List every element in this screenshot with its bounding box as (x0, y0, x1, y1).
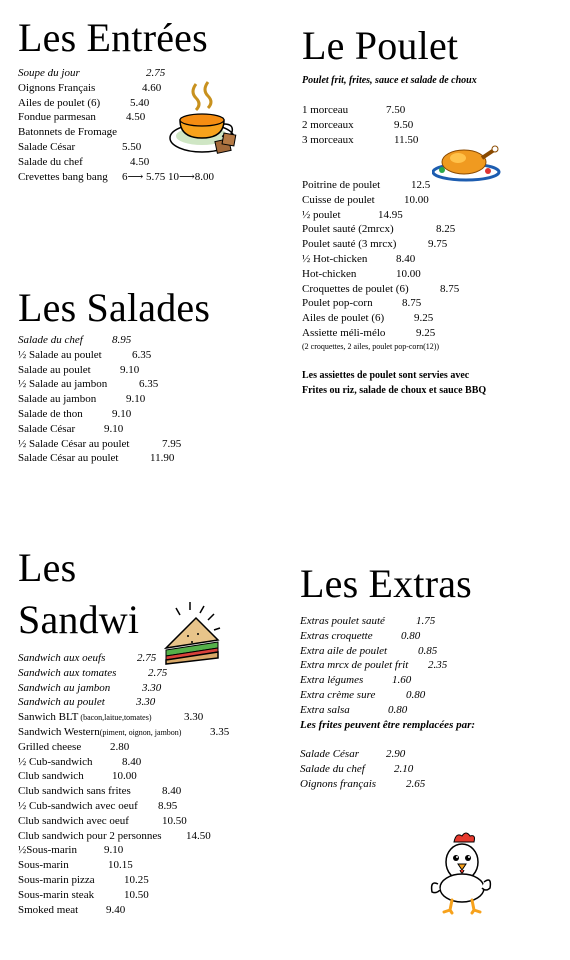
list-item: Salade César au poulet 11.90 (18, 452, 175, 465)
list-item: Club sandwich 10.00 (18, 770, 137, 783)
replace-note: Les frites peuvent être remplacées par: (300, 718, 476, 731)
list-item: Extras croquette 0.80 (300, 629, 421, 642)
assiette-note: (2 croquettes, 2 ailes, poulet pop-corn(12)) (302, 341, 440, 351)
rooster-icon (428, 832, 492, 916)
list-item: Poulet sauté (3 mrcx) 9.75 (302, 238, 448, 251)
list-item: Salade César 5.50 (18, 140, 142, 153)
extras-section (300, 562, 472, 606)
poulet-note-line1: Les assiettes de poulet sont servies avec (302, 370, 470, 381)
poulet-section (302, 24, 458, 68)
poulet-title: Le Poulet (302, 23, 459, 68)
list-item: 3 morceaux 11.50 (302, 133, 419, 146)
list-item: ½ Salade César au poulet 7.95 (18, 437, 182, 450)
list-item: Salade César 9.10 (18, 422, 124, 435)
list-item: Fondue parmesan 4.50 (18, 111, 146, 124)
list-item: Assiette méli-mélo 9.25 (302, 326, 436, 339)
sandwichs-list (18, 651, 288, 917)
list-item: Sous-marin pizza 10.25 (18, 873, 149, 886)
salades-list (18, 333, 278, 466)
list-item: ½ Salade au poulet 6.35 (18, 348, 152, 361)
list-item: 2 morceaux 9.50 (302, 118, 414, 131)
list-item: Extras poulet sauté 1.75 (300, 615, 436, 627)
list-item: Sous-marin steak 10.50 (18, 888, 149, 901)
list-item: ½ poulet 14.95 (302, 208, 403, 221)
list-item: Ailes de poulet (6) 9.25 (302, 312, 434, 325)
list-item: Cuisse de poulet 10.00 (302, 193, 429, 206)
list-item: Club sandwich sans frites 8.40 (18, 785, 182, 798)
sandwichs-title-line2: Sandwi (18, 597, 140, 642)
entrees-section (18, 16, 208, 60)
list-item: ½ Salade au jambon 6.35 (18, 378, 159, 391)
list-item: Grilled cheese 2.80 (18, 740, 130, 753)
list-item: Oignons Français 4.60 (18, 81, 162, 94)
list-item: Club sandwich pour 2 personnes 14.50 (18, 829, 211, 842)
poulet-note-line2: Frites ou riz, salade de choux et sauce BBQ (302, 385, 487, 396)
list-item: ½Sous-marin 9.10 (18, 844, 124, 857)
poulet-morceaux-list (302, 103, 552, 147)
list-item: Sanwich BLT (bacon,laitue,tomates) 3.30 (18, 711, 204, 724)
poulet-items-list (302, 178, 562, 353)
list-item: Club sandwich avec oeuf 10.50 (18, 814, 187, 827)
list-item: Extra mrcx de poulet frit 2.35 (300, 659, 448, 672)
list-item: Extra légumes 1.60 (300, 674, 412, 687)
list-item: Salade de thon 9.10 (18, 407, 132, 420)
list-item: Poitrine de poulet 12.5 (302, 179, 431, 191)
list-item: Sandwich aux oeufs 2.75 (18, 652, 157, 664)
soup-bowl-icon (168, 80, 240, 160)
list-item: Sandwich Western(piment, oignon, jambon) 3.35 (18, 725, 230, 738)
list-item: Sandwich au jambon 3.30 (18, 681, 162, 694)
sandwichs-section (18, 546, 139, 642)
list-item: Ailes de poulet (6) 5.40 (18, 96, 150, 109)
list-item: Sandwich aux tomates 2.75 (18, 666, 168, 679)
list-item: Extra crème sure 0.80 (300, 688, 426, 701)
list-item: Salade au jambon 9.10 (18, 393, 146, 406)
list-item: Crevettes bang bang 6⟶ 5.75 10⟶8.00 (18, 170, 215, 183)
list-item: Salade du chef 8.95 (18, 334, 132, 346)
list-item: Poulet pop-corn 8.75 (302, 297, 422, 310)
list-item: Soupe du jour 2.75 (18, 67, 166, 79)
list-item: ½ Cub-sandwich avec oeuf 8.95 (18, 799, 178, 812)
list-item: Oignons français 2.65 (300, 777, 426, 790)
list-item: Sandwich au poulet 3.30 (18, 696, 156, 709)
list-item: ½ Hot-chicken 8.40 (302, 252, 416, 265)
list-item: Extra salsa 0.80 (300, 703, 408, 716)
list-item: Salade au poulet 9.10 (18, 363, 140, 376)
list-item: Poulet sauté (2mrcx) 8.25 (302, 223, 456, 236)
poulet-subtitle: Poulet frit, frites, sauce et salade de choux (302, 75, 477, 86)
extras-title: Les Extras (300, 561, 472, 606)
list-item: 1 morceau 7.50 (302, 104, 406, 116)
list-item: Hot-chicken 10.00 (302, 267, 421, 280)
list-item: ½ Cub-sandwich 8.40 (18, 755, 142, 768)
list-item: Smoked meat 9.40 (18, 903, 126, 916)
poulet-serving-note (302, 369, 486, 397)
list-item: Extra aile de poulet 0.85 (300, 644, 438, 657)
list-item: Salade du chef 2.10 (300, 762, 414, 775)
salades-section (18, 286, 210, 330)
list-item: Sous-marin 10.15 (18, 859, 133, 872)
list-item: Salade César 2.90 (300, 748, 406, 761)
entrees-title: Les Entrées (18, 15, 208, 60)
roast-chicken-icon (432, 142, 502, 182)
extras-list (300, 614, 550, 792)
salades-title: Les Salades (18, 285, 211, 330)
sandwichs-title-line1: Les (18, 545, 77, 590)
list-item: Salade du chef 4.50 (18, 155, 150, 168)
list-item: Croquettes de poulet (6) 8.75 (302, 282, 460, 295)
list-item: Batonnets de Fromage (18, 126, 117, 139)
